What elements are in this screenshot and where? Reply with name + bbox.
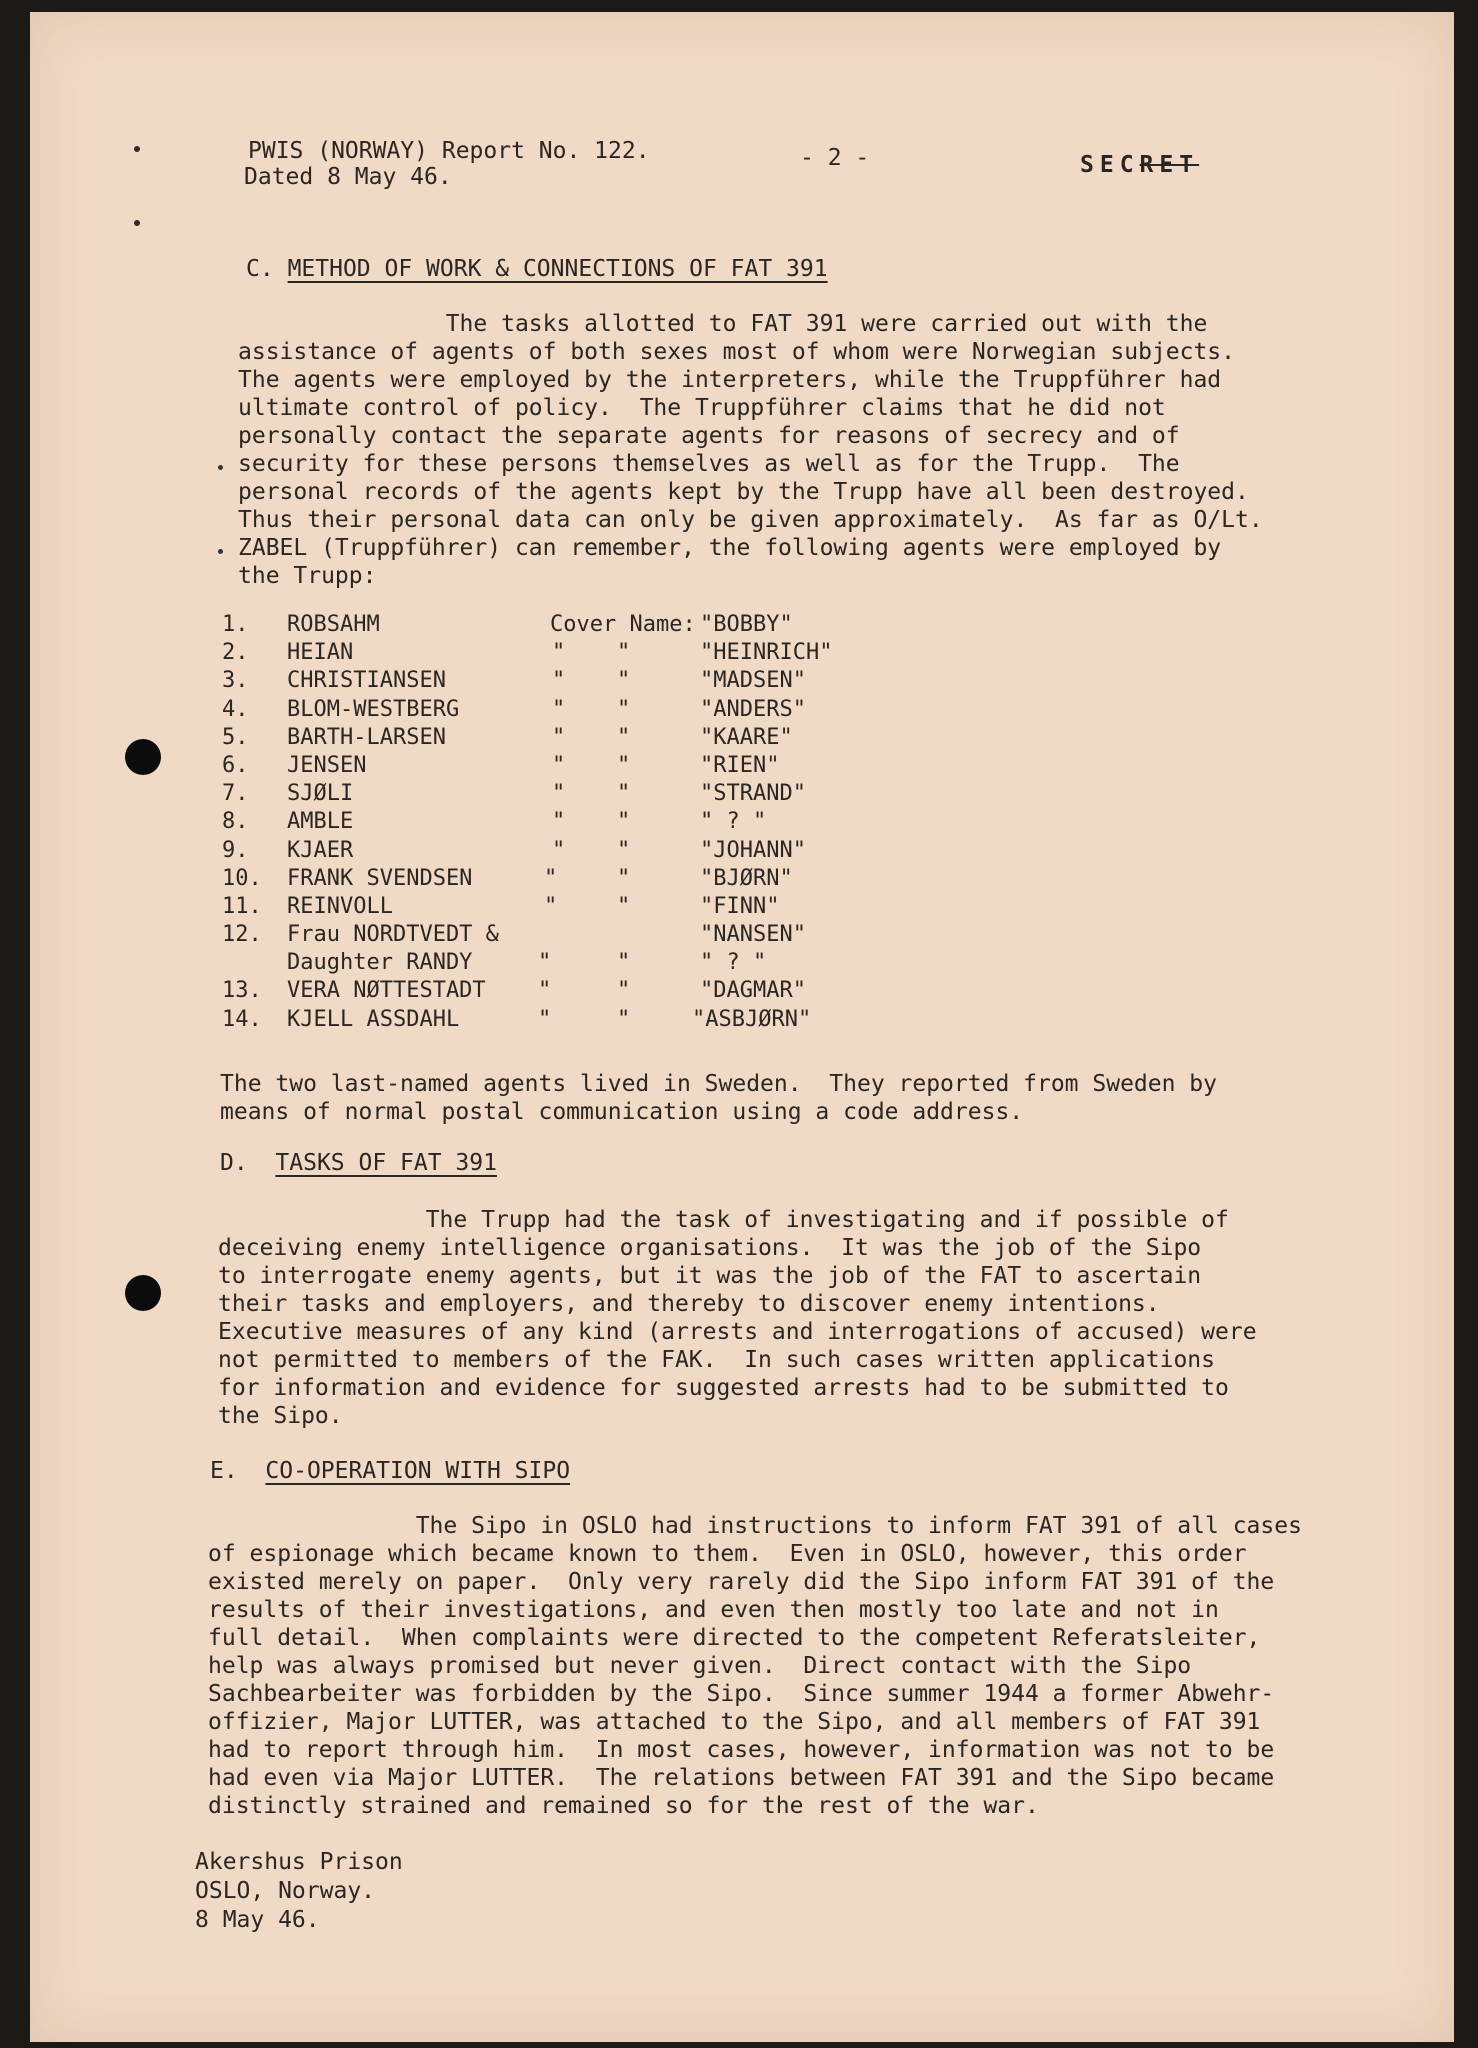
text-line: Executive measures of any kind (arrests and interrogations of accused) were xyxy=(218,1319,1257,1345)
agent-alias: "JOHANN" xyxy=(700,837,806,863)
text-line: The Trupp had the task of investigating and if possible of xyxy=(218,1207,1229,1233)
agent-number: 6. xyxy=(222,752,249,778)
text-line: offizier, Major LUTTER, was attached to the Sipo, and all members of FAT 391 xyxy=(208,1709,1261,1735)
ditto-mark: " xyxy=(617,696,631,722)
agent-name: Frau NORDTVEDT & xyxy=(287,922,499,948)
section-letter: D. xyxy=(220,1150,248,1176)
agent-number: 10. xyxy=(222,865,262,891)
agent-alias: "NANSEN" xyxy=(700,922,806,948)
signature-line: 8 May 46. xyxy=(195,1907,320,1933)
section-title: CO-OPERATION WITH SIPO xyxy=(265,1458,571,1484)
agent-name: AMBLE xyxy=(287,809,354,835)
agent-name: VERA NØTTESTADT xyxy=(287,978,486,1004)
section-title: METHOD OF WORK & CONNECTIONS OF FAT 391 xyxy=(287,256,828,282)
agent-name: BARTH-LARSEN xyxy=(287,724,446,750)
ditto-mark: " xyxy=(538,1006,552,1032)
signature-line: Akershus Prison xyxy=(195,1849,403,1875)
ditto-mark: " xyxy=(617,781,631,807)
ditto-mark: " xyxy=(617,865,631,891)
agent-number: 12. xyxy=(222,922,262,948)
ditto-mark: " xyxy=(617,809,631,835)
margin-mark xyxy=(218,549,223,554)
text-line: existed merely on paper. Only very rarely did the Sipo inform FAT 391 of the xyxy=(208,1569,1275,1595)
text-line: full detail. When complaints were directed to the competent Referatsleiter, xyxy=(208,1625,1261,1651)
text-line: assistance of agents of both sexes most of whom were Norwegian subjects. xyxy=(238,339,1235,365)
ditto-mark: " xyxy=(617,752,631,778)
agent-number: 13. xyxy=(222,978,262,1004)
text-line: ultimate control of policy. The Truppführer claims that he did not xyxy=(238,395,1166,421)
punch-hole xyxy=(125,739,161,775)
text-line: the Sipo. xyxy=(218,1403,343,1429)
section-letter: E. xyxy=(210,1458,238,1484)
page-number: - 2 - xyxy=(800,145,870,171)
agent-alias: "RIEN" xyxy=(700,752,780,778)
text-line: had even via Major LUTTER. The relations between FAT 391 and the Sipo became xyxy=(208,1765,1275,1791)
text-line: The agents were employed by the interpreters, while the Truppführer had xyxy=(238,367,1222,393)
text-line: distinctly strained and remained so for the rest of the war. xyxy=(208,1793,1039,1819)
ditto-mark: " xyxy=(617,640,631,666)
ditto-mark: " xyxy=(617,724,631,750)
ditto-mark: " xyxy=(552,640,566,666)
text-line: their tasks and employers, and thereby to discover enemy intentions. xyxy=(218,1291,1160,1317)
ditto-mark: " xyxy=(552,696,566,722)
signature-block xyxy=(195,1848,403,1935)
agent-alias: "BOBBY" xyxy=(700,612,793,637)
agent-name: REINVOLL xyxy=(287,893,393,919)
section-e-heading xyxy=(210,1458,570,1484)
agent-alias: "STRAND" xyxy=(700,781,806,807)
ditto-mark: " xyxy=(552,781,566,807)
agent-name: CHRISTIANSEN xyxy=(287,668,446,694)
agent-number: 3. xyxy=(222,668,249,694)
text-line: help was always promised but never given. Direct contact with the Sipo xyxy=(208,1653,1192,1679)
agent-number: 11. xyxy=(222,893,262,919)
margin-mark xyxy=(134,220,140,226)
agent-name: KJAER xyxy=(287,837,354,863)
ditto-mark: " xyxy=(617,950,631,976)
text-line: Thus their personal data can only be given approximately. As far as O/Lt. xyxy=(238,507,1263,533)
text-line: ZABEL (Truppführer) can remember, the following agents were employed by xyxy=(238,535,1222,561)
text-line: personal records of the agents kept by the Trupp have all been destroyed. xyxy=(238,479,1249,505)
agent-name: FRANK SVENDSEN xyxy=(287,865,473,891)
agent-number: 2. xyxy=(222,640,249,666)
agent-alias: "ANDERS" xyxy=(700,696,806,722)
report-date: Dated 8 May 46. xyxy=(244,164,452,190)
section-letter: C. xyxy=(246,256,274,282)
section-e-body xyxy=(208,1512,1302,1820)
agent-alias: "KAARE" xyxy=(700,724,793,750)
text-line: security for these persons themselves as well as for the Trupp. The xyxy=(238,451,1180,477)
agent-name: SJØLI xyxy=(287,781,354,807)
cover-label: Cover Name: xyxy=(550,612,696,637)
ditto-mark: " xyxy=(552,668,566,694)
after-list-note xyxy=(220,1070,1217,1126)
ditto-mark: " xyxy=(617,668,631,694)
agent-number: 5. xyxy=(222,724,249,750)
classification-stamp xyxy=(1080,152,1199,178)
text-line: not permitted to members of the FAK. In such cases written applications xyxy=(218,1347,1215,1373)
ditto-mark: " xyxy=(552,724,566,750)
agent-number: 8. xyxy=(222,809,249,835)
agent-number: 4. xyxy=(222,696,249,722)
text-line: to interrogate enemy agents, but it was the job of the FAT to ascertain xyxy=(218,1263,1202,1289)
agent-number: 14. xyxy=(222,1006,262,1032)
agent-alias: " ? " xyxy=(700,809,767,835)
section-d-heading xyxy=(220,1150,497,1176)
text-line: deceiving enemy intelligence organisations. It was the job of the Sipo xyxy=(218,1235,1202,1261)
text-line: The two last-named agents lived in Sweden. They reported from Sweden by xyxy=(220,1071,1217,1097)
agent-alias: "ASBJØRN" xyxy=(692,1006,812,1032)
text-line: means of normal postal communication using a code address. xyxy=(220,1099,1024,1125)
agent-name: BLOM-WESTBERG xyxy=(287,696,460,722)
classification-text: SEC xyxy=(1080,152,1140,178)
ditto-mark: " xyxy=(552,752,566,778)
agent-alias: "MADSEN" xyxy=(700,668,806,694)
section-d-body xyxy=(218,1206,1257,1430)
agent-number: 1. xyxy=(222,612,249,637)
text-line: The tasks allotted to FAT 391 were carried out with the xyxy=(238,311,1208,337)
ditto-mark: " xyxy=(552,837,566,863)
text-line: the Trupp: xyxy=(238,563,377,589)
section-c-body xyxy=(238,310,1263,590)
text-line: for information and evidence for suggested arrests had to be submitted to xyxy=(218,1375,1229,1401)
agent-alias: "FINN" xyxy=(700,893,780,919)
signature-line: OSLO, Norway. xyxy=(195,1878,376,1904)
text-line: had to report through him. In most cases, however, information was not to be xyxy=(208,1737,1275,1763)
ditto-mark: " xyxy=(544,893,558,919)
ditto-mark: " xyxy=(552,809,566,835)
agent-alias: " ? " xyxy=(700,950,767,976)
margin-mark xyxy=(218,465,223,470)
section-title: TASKS OF FAT 391 xyxy=(275,1150,497,1176)
agent-name: JENSEN xyxy=(287,752,367,778)
agent-alias: "HEINRICH" xyxy=(700,640,833,666)
ditto-mark: " xyxy=(538,978,552,1004)
agent-name: Daughter RANDY xyxy=(287,950,473,976)
text-line: of espionage which became known to them. Even in OSLO, however, this order xyxy=(208,1541,1247,1567)
text-line: Sachbearbeiter was forbidden by the Sipo. Since summer 1944 a former Abwehr- xyxy=(208,1681,1275,1707)
text-line: personally contact the separate agents for reasons of secrecy and of xyxy=(238,423,1180,449)
punch-hole xyxy=(125,1275,161,1311)
margin-mark xyxy=(134,146,140,152)
agent-number: 9. xyxy=(222,837,249,863)
agent-alias: "DAGMAR" xyxy=(700,978,806,1004)
agent-name: HEIAN xyxy=(287,640,354,666)
report-number: PWIS (NORWAY) Report No. 122. xyxy=(248,138,650,164)
text-line: results of their investigations, and even then mostly too late and not in xyxy=(208,1597,1219,1623)
agent-name: KJELL ASSDAHL xyxy=(287,1006,460,1032)
section-c-heading xyxy=(246,256,828,282)
ditto-mark: " xyxy=(617,1006,631,1032)
ditto-mark: " xyxy=(617,978,631,1004)
ditto-mark: " xyxy=(617,837,631,863)
agent-name: ROBSAHM xyxy=(287,612,380,637)
agent-alias: "BJØRN" xyxy=(700,865,793,891)
classification-struck-text: RET xyxy=(1139,152,1200,178)
agent-number: 7. xyxy=(222,781,249,807)
ditto-mark: " xyxy=(617,893,631,919)
ditto-mark: " xyxy=(538,950,552,976)
ditto-mark: " xyxy=(544,865,558,891)
text-line: The Sipo in OSLO had instructions to inform FAT 391 of all cases xyxy=(208,1513,1302,1539)
